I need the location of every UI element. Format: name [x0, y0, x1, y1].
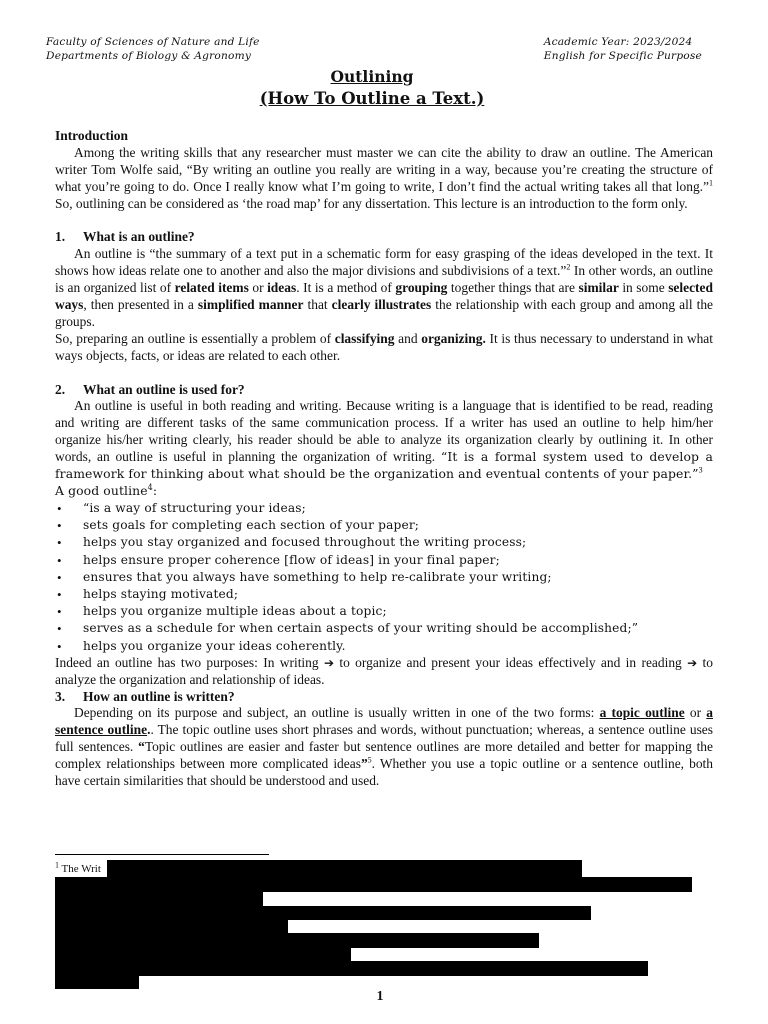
list-item-text: “is a way of structuring your ideas;: [83, 500, 306, 515]
bold-term: classifying: [334, 330, 395, 346]
page-number: 1: [376, 989, 384, 1004]
text: . The topic outline uses short phrases and words, without punctuation; whereas, a sentence outline uses full sentences.: [55, 722, 713, 755]
text: An outline is useful in both reading and writing. Because writing is a language that is identified to be read, reading and writing are different tasks of the same communication process. If a writer has used an outline to help him/her organize his/her writing clearly, his reader should be able to analyze its organization clearly by outlining it. In other words, an outline is useful in planning the organization of writing.: [55, 398, 713, 465]
list-item-text: helps you stay organized and focused throughout the writing process;: [83, 535, 527, 550]
quote-text: “It is a formal system used to develop a framework for thinking about what should be the organization and eventual contents of your paper.”: [55, 449, 713, 482]
section1-paragraph-2: [55, 331, 713, 365]
bullet-icon: •: [57, 518, 62, 534]
bullet-icon: •: [57, 638, 62, 654]
list-item: [55, 500, 713, 517]
text: Depending on its purpose and subject, an outline is usually written in one of the two forms:: [74, 705, 600, 721]
purposes-paragraph: [55, 655, 713, 689]
section-number: 3.: [55, 688, 66, 704]
bold-term: grouping: [395, 280, 448, 296]
bullet-icon: •: [57, 552, 62, 568]
footnote: [55, 862, 101, 876]
section-number: 2.: [55, 381, 66, 397]
bold-term: organizing.: [421, 330, 486, 346]
page-header-right: [544, 35, 702, 63]
text: to analyze the organization and relationship of ideas.: [55, 654, 714, 687]
document-body: [55, 128, 713, 790]
text: or: [248, 280, 268, 296]
footnote-number: 1: [55, 860, 59, 870]
section2-heading: [55, 382, 713, 399]
list-item: [55, 620, 713, 637]
text: :: [152, 483, 158, 498]
list-item-text: helps you organize multiple ideas about a topic;: [83, 604, 387, 619]
footnote-ref: 3: [698, 465, 703, 475]
text: Topic outlines are easier and faster but sentence outlines are more detailed and better for mapping the complex relationships between more complicated ideas: [55, 739, 713, 772]
arrow-right-icon: ➔: [687, 655, 698, 670]
text: or: [684, 705, 707, 721]
list-item-text: helps staying motivated;: [83, 586, 239, 601]
bold-term: related items: [174, 280, 249, 296]
list-item-text: helps you organize your ideas coherently.: [83, 638, 346, 653]
bullet-icon: •: [57, 500, 62, 516]
text: the relationship with each group and among all the groups.: [55, 297, 713, 329]
text: An outline is “the summary of a text put in a schematic form for easy grasping of the ideas developed in the text. It shows how ideas relate one to another and also the major divisions and subdivisions of a text.”: [55, 246, 713, 279]
redaction-bar: [55, 877, 692, 892]
good-outline-lead: [55, 483, 713, 500]
list-item: [55, 638, 713, 655]
department-line: Departments of Biology & Agronomy: [46, 50, 251, 62]
intro-text-cont: So, outlining can be considered as ‘the road map’ for any dissertation. This lecture is an introduction to the form only.: [55, 195, 688, 211]
section-title: What is an outline?: [83, 229, 195, 245]
redaction-bar: [55, 920, 288, 934]
bullet-icon: •: [57, 569, 62, 585]
redaction-bar: [55, 961, 648, 976]
footnote-separator: [55, 854, 269, 855]
redaction-bar: [55, 933, 539, 948]
bullet-icon: •: [57, 604, 62, 620]
quote-mark: “: [138, 739, 145, 755]
footnote-ref: 1: [709, 178, 713, 188]
list-item-text: helps ensure proper coherence [flow of ideas] in your final paper;: [83, 552, 500, 567]
text: that: [303, 297, 332, 313]
course-line: English for Specific Purpose: [543, 50, 702, 62]
redaction-bar: [55, 892, 263, 907]
section1-heading: [55, 229, 713, 246]
academic-year-line: Academic Year: 2023/2024: [543, 36, 693, 48]
bold-term: selected ways: [55, 280, 713, 313]
text: . Whether you use a topic outline or a sentence outline, both have certain similarities that should be understood and used.: [55, 756, 713, 789]
section3-heading: [55, 689, 713, 706]
list-item: [55, 534, 713, 551]
list-item: [55, 603, 713, 620]
text: A good outline: [55, 483, 148, 498]
bold-term: ideas: [267, 280, 297, 296]
redaction-bar: [107, 860, 582, 877]
text: In other words, an outline is an organized list of: [55, 263, 713, 296]
list-item: [55, 552, 713, 569]
quote-mark: ”: [360, 756, 368, 772]
section2-paragraph: [55, 398, 713, 483]
footnote-ref: 5: [367, 755, 372, 765]
list-item: [55, 569, 713, 586]
section1-paragraph: [55, 246, 713, 331]
list-item: [55, 586, 713, 603]
bold-term: similar: [578, 280, 619, 296]
footnote-ref: 4: [147, 482, 153, 492]
list-item-text: sets goals for completing each section of your paper;: [83, 518, 420, 533]
bullet-icon: •: [57, 535, 62, 551]
section-number: 1.: [55, 229, 66, 245]
text: to organize and present your ideas effectively and in reading: [334, 654, 688, 670]
underlined-term: a sentence outline: [55, 705, 713, 738]
section-title: How an outline is written?: [83, 688, 235, 704]
faculty-line: Faculty of Sciences of Nature and Life: [46, 36, 260, 48]
section3-paragraph: Depending on its purpose and subject, an outline is usually written in one of the two forms: a topic outline or a sentence outline.. The topic outline uses short phrases and words, without punctuation; whereas, a sentence outline uses full sentences. “Topic outlines are easier and faster but sentence outlines are more detailed and better for mapping the complex relationships between more complicated ideas”$^5$. Whether you use a topic outline or a sentence outline, both have certain similarities that should be understood and used.: [55, 705, 713, 789]
text: together things that are: [447, 280, 579, 296]
text: Indeed an outline has two purposes: In writing: [55, 654, 324, 670]
redaction-bar: [55, 975, 139, 989]
page-header-left: [46, 35, 260, 63]
bold-term: clearly illustrates: [331, 297, 432, 313]
document-subtitle: (How To Outline a Text.): [259, 89, 485, 108]
footnote-text: The Writ: [59, 863, 101, 875]
bullet-icon: •: [57, 621, 62, 637]
section-title: What an outline is used for?: [83, 381, 245, 397]
bullet-icon: •: [57, 586, 62, 602]
benefits-list: [55, 500, 713, 655]
text: . It is a method of: [296, 280, 396, 296]
text: , then presented in a: [83, 297, 198, 313]
intro-text: Among the writing skills that any researcher must master we can cite the ability to draw an outline. The American writer Tom Wolfe said, “By writing an outline you really are writing in a way, because you’re creating the structure of what you’re going to do. Once I really know what I’m going to write, I don’t find the actual writing takes all that long.”: [55, 144, 713, 194]
list-item-text: ensures that you always have something to help re-calibrate your writing;: [83, 569, 552, 584]
underlined-term: a topic outline: [599, 705, 685, 721]
text: in some: [618, 280, 669, 296]
text: and: [394, 330, 422, 346]
text: It is thus necessary to understand in what ways objects, facts, or ideas are related to each other.: [55, 330, 713, 363]
text: So, preparing an outline is essentially a problem of: [55, 330, 335, 346]
bold-term: simplified manner: [197, 297, 304, 313]
intro-heading: Introduction: [55, 128, 128, 143]
list-item-text: serves as a schedule for when certain aspects of your writing should be accomplished;”: [83, 621, 639, 636]
redaction-bar: [55, 947, 351, 962]
intro-paragraph: [55, 145, 713, 213]
redaction-bar: [55, 906, 591, 920]
arrow-right-icon: ➔: [323, 655, 335, 670]
document-title: Outlining: [330, 67, 414, 86]
footnote-ref: 2: [566, 262, 571, 272]
list-item: [55, 517, 713, 534]
